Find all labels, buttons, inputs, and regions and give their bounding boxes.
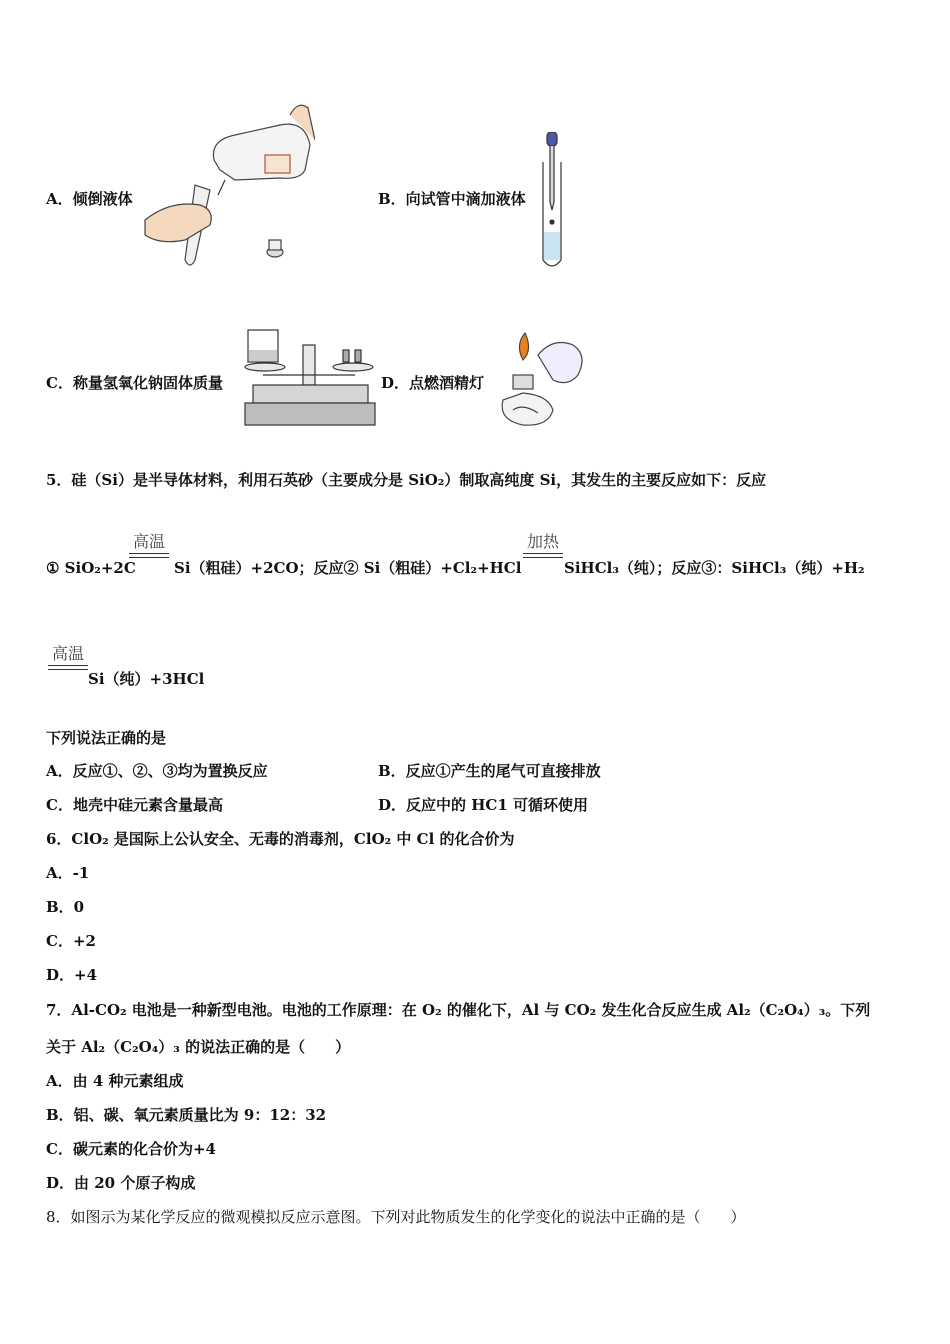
q5-ask: 下列说法正确的是 — [46, 729, 167, 747]
q6-option-a: A．-1 — [46, 864, 90, 882]
q5-option-a: A．反应①、②、③均为置换反应 — [46, 762, 268, 780]
q7-option-a: A．由 4 种元素组成 — [46, 1072, 184, 1090]
q7-option-d: D．由 20 个原子构成 — [46, 1174, 196, 1192]
q5-eq3-right: Si（纯）+3HCl — [88, 670, 205, 688]
q6-option-d: D．+4 — [46, 966, 98, 984]
q5-option-b: B．反应①产生的尾气可直接排放 — [378, 762, 601, 780]
reaction-condition-2 — [523, 533, 563, 558]
balance-scale-illustration — [243, 325, 378, 430]
alcohol-lamp-illustration — [493, 325, 588, 430]
reaction-condition-3 — [48, 645, 88, 670]
q5-option-d: D．反应中的 HC1 可循环使用 — [378, 796, 589, 814]
q7-stem-line1: 7．Al-CO₂ 电池是一种新型电池。电池的工作原理：在 O₂ 的催化下，Al 与 CO₂ 发生化合反应生成 Al₂（C₂O₄）₃。下列 — [46, 1001, 871, 1019]
equal-sign-bar — [48, 665, 88, 670]
q7-option-b: B．铝、碳、氧元素质量比为 9：12：32 — [46, 1106, 327, 1124]
condition-label: 高温 — [51, 644, 84, 663]
q4-option-d: D．点燃酒精灯 — [381, 374, 485, 392]
q4-option-b: B．向试管中滴加液体 — [378, 190, 526, 208]
q7-stem-line2: 关于 Al₂（C₂O₄）₃ 的说法正确的是（ ） — [46, 1038, 351, 1056]
q7-option-c: C．碳元素的化合价为+4 — [46, 1140, 216, 1158]
q6-option-c: C．+2 — [46, 932, 96, 950]
q6-stem: 6．ClO₂ 是国际上公认安全、无毒的消毒剂，ClO₂ 中 Cl 的化合价为 — [46, 830, 515, 848]
condition-label: 高温 — [132, 532, 165, 551]
reaction-condition-1 — [129, 533, 169, 558]
equal-sign-bar — [523, 553, 563, 558]
q5-option-c: C．地壳中硅元素含量最高 — [46, 796, 223, 814]
q5-eq2-right: SiHCl₃（纯）；反应③：SiHCl₃（纯）+H₂ — [564, 559, 865, 577]
q6-option-b: B．0 — [46, 898, 85, 916]
q4-option-c: C．称量氢氧化钠固体质量 — [46, 374, 223, 392]
q5-stem: 5．硅（Si）是半导体材料，利用石英砂（主要成分是 SiO₂）制取高纯度 Si，其发生的主要反应如下：反应 — [46, 471, 767, 489]
q8-stem: 8．如图示为某化学反应的微观模拟反应示意图。下列对此物质发生的化学变化的说法中正确的是（ ） — [46, 1208, 746, 1226]
q5-eq1-left: ① SiO₂+2C — [46, 559, 136, 577]
condition-label: 加热 — [526, 532, 559, 551]
dropper-test-tube-illustration — [538, 132, 568, 272]
q4-option-a: A．倾倒液体 — [46, 190, 133, 208]
pour-liquid-illustration — [140, 100, 315, 270]
q5-eq1-right: Si（粗硅）+2CO；反应② Si（粗硅）+Cl₂+HCl — [174, 559, 522, 577]
